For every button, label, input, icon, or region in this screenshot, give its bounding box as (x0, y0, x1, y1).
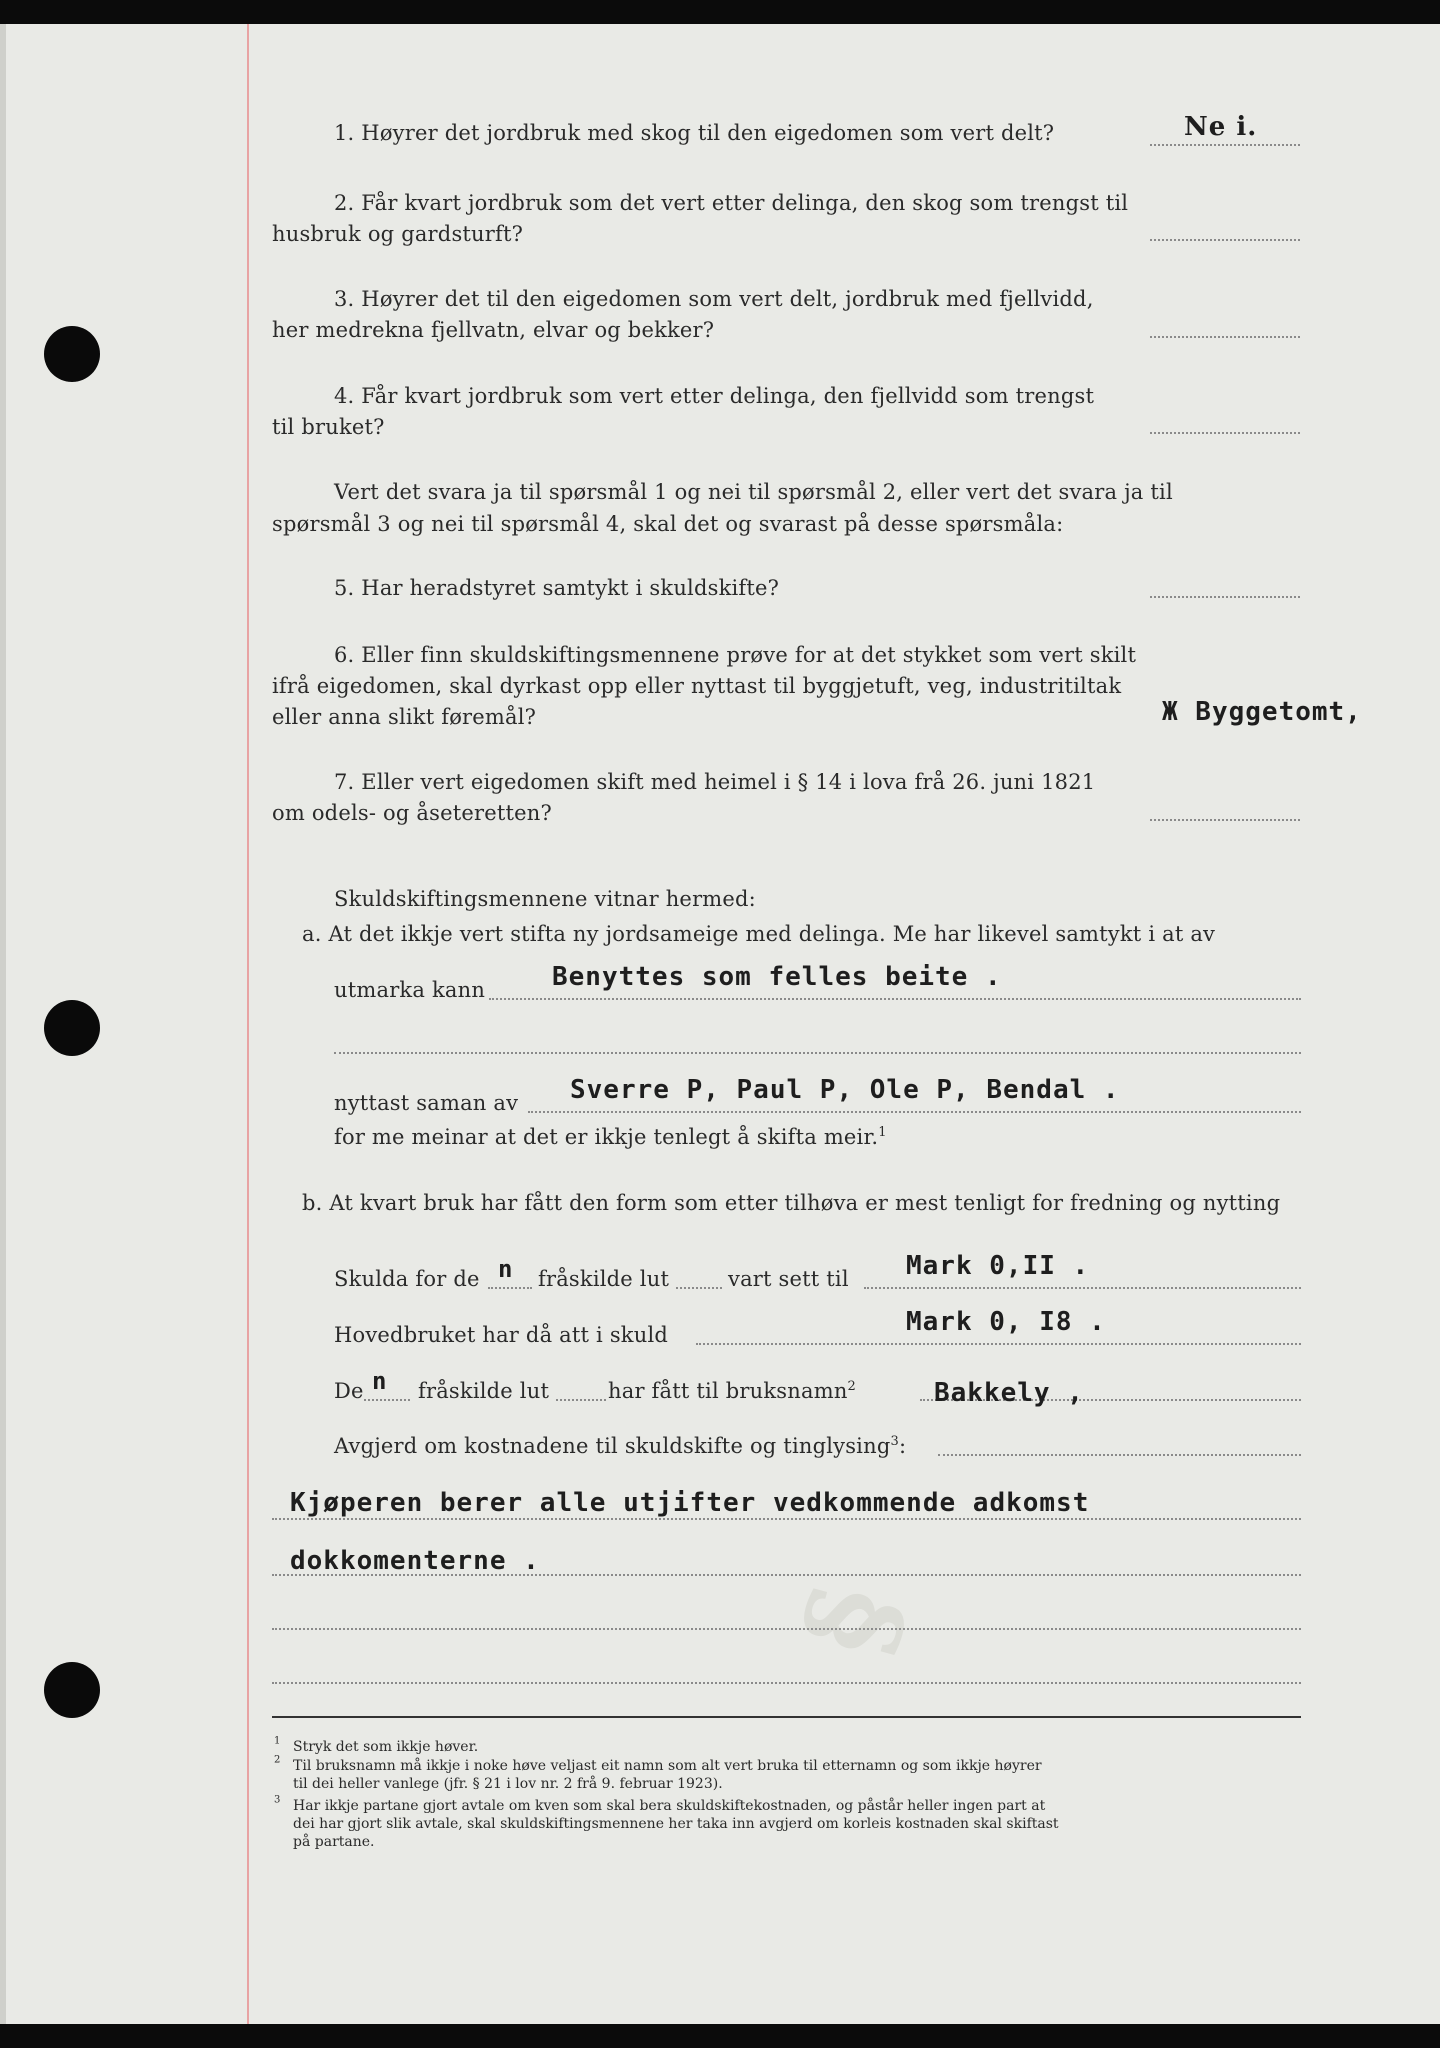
hoved-line (696, 1343, 1301, 1345)
footnote-2-mark: 2 (274, 1754, 281, 1766)
answer-line-2 (1150, 239, 1300, 241)
utmarka-label: utmarka kann (334, 978, 486, 1002)
den-answer: Bakkely , (934, 1378, 1084, 1408)
footnote-ref-2: 2 (847, 1379, 857, 1394)
avgjerd-line (938, 1454, 1301, 1456)
question-6-line-1: 6. Eller finn skuldskiftingsmennene prøve for at det stykket som vert skilt (334, 643, 1137, 667)
skulda-line (864, 1287, 1301, 1289)
shared-line (528, 1111, 1301, 1113)
den-name-label-text: har fått til bruksnamn (608, 1379, 848, 1403)
question-4-line-1: 4. Får kvart jordbruk som vert etter delinga, den fjellvidd som trengst (334, 384, 1095, 408)
shared-label: nyttast saman av (334, 1091, 519, 1115)
bleed-through-mark: § (775, 1571, 928, 1670)
question-3-line-1: 3. Høyrer det til den eigedomen som vert delt, jordbruk med fjellvidd, (334, 287, 1094, 311)
question-6-line-3: eller anna slikt føremål? (272, 705, 537, 729)
footnote-1-num (274, 1737, 280, 1754)
avgjerd-answer-line-1: Kjøperen berer alle utjifter vedkommende adkomst (290, 1488, 1090, 1518)
conditional-note-line-2: spørsmål 3 og nei til spørsmål 4, skal det og svarast på desse spørsmåla: (272, 512, 1064, 536)
skulda-mid: fråskilde lut (538, 1267, 670, 1291)
footnote-3-mark: 3 (274, 1794, 281, 1806)
footnote-ref-3: 3 (890, 1434, 899, 1449)
punch-hole-middle (44, 1000, 100, 1056)
skulda-mid-line (676, 1287, 722, 1289)
footnote-1: Stryk det som ikkje høver. (293, 1739, 479, 1755)
witness-intro: Skuldskiftingsmennene vitnar hermed: (334, 887, 756, 911)
answer-line-7 (1150, 819, 1300, 821)
footnote-3-line-3: på partane. (293, 1834, 375, 1850)
footnote-3-line-2: dei har gjort slik avtale, skal skuldskiftingsmennene her taka inn avgjerd om korleis kostnaden skal skiftast (293, 1816, 1059, 1832)
footnote-2-line-1: Til bruksnamn må ikkje i noke høve veljast eit namn som alt vert bruka til etternamn og som ikkje høyrer (293, 1758, 1042, 1774)
question-2-line-2: husbruk og gardsturft? (272, 222, 524, 246)
question-5: 5. Har heradstyret samtykt i skuldskifte? (334, 576, 780, 600)
answer-line-1 (1150, 144, 1300, 146)
question-7-line-2: om odels- og åseteretten? (272, 801, 552, 825)
utmarka-blank-line (334, 1052, 1301, 1054)
skulda-fill: n (498, 1255, 514, 1283)
avgjerd-label-text: Avgjerd om kostnadene til skuldskifte og tinglysing (334, 1434, 891, 1458)
footnote-separator (272, 1716, 1301, 1718)
footnote-1-mark: 1 (274, 1735, 281, 1747)
question-3-line-2: her medrekna fjellvatn, elvar og bekker? (272, 318, 715, 342)
question-2-line-1: 2. Får kvart jordbruk som det vert etter delinga, den skog som trengst til (334, 191, 1129, 215)
shared-tail-text: for me meinar at det er ikkje tenlegt å skifta meir. (334, 1125, 879, 1149)
avgjerd-answer-rule-3 (272, 1628, 1301, 1630)
footnote-3-line-1: Har ikkje partane gjort avtale om kven som skal bera skuldskiftekostnaden, og påstår heller ingen part at (293, 1798, 1046, 1814)
scan-top-border (0, 0, 1440, 24)
den-mid: fråskilde lut (418, 1379, 550, 1403)
utmarka-line (489, 998, 1301, 1000)
footnote-2-line-2: til dei heller vanlege (jfr. § 21 i lov nr. 2 frå 9. februar 1923). (293, 1776, 723, 1792)
avgjerd-answer-rule-1 (272, 1518, 1301, 1520)
avgjerd-colon: : (898, 1434, 907, 1458)
conditional-note-line-1: Vert det svara ja til spørsmål 1 og nei til spørsmål 2, eller vert det svara ja til (334, 480, 1173, 504)
answer-line-3 (1150, 336, 1300, 338)
den-fill: n (372, 1367, 388, 1395)
answer-1: Ne i. (1184, 112, 1258, 142)
avgjerd-answer-rule-2 (272, 1574, 1301, 1576)
question-1: 1. Høyrer det jordbruk med skog til den eigedomen som vert delt? (334, 121, 1055, 145)
page-left-edge (0, 24, 6, 2024)
avgjerd-answer-line-2: dokkomenterne . (290, 1546, 540, 1576)
witness-b-line-1: b. At kvart bruk har fått den form som etter tilhøva er mest tenligt for fredning og nytting (302, 1191, 1281, 1215)
punch-hole-top (44, 326, 100, 382)
den-mid-line (556, 1399, 606, 1401)
shared-answer: Sverre P, Paul P, Ole P, Bendal . (570, 1075, 1120, 1105)
den-fill-line (364, 1399, 410, 1401)
hoved-label: Hovedbruket har då att i skuld (334, 1323, 669, 1347)
shared-tail (334, 1122, 887, 1153)
scan-bottom-border (0, 2024, 1440, 2048)
avgjerd-label (334, 1431, 906, 1462)
footnote-ref-1: 1 (878, 1125, 887, 1140)
skulda-pre: Skulda for de (334, 1267, 480, 1291)
skulda-set: vart sett til (728, 1267, 849, 1291)
hoved-answer: Mark 0, I8 . (906, 1307, 1106, 1337)
punch-hole-bottom (44, 1662, 100, 1718)
avgjerd-answer-rule-4 (272, 1682, 1301, 1684)
utmarka-answer: Benyttes som felles beite . (552, 962, 1002, 992)
red-margin-line (247, 24, 249, 2024)
skulda-answer: Mark 0,II . (906, 1251, 1090, 1281)
question-7-line-1: 7. Eller vert eigedomen skift med heimel i § 14 i lova frå 26. juni 1821 (334, 770, 1096, 794)
footnote-3-num (274, 1796, 280, 1813)
witness-a-line-1: a. At det ikkje vert stifta ny jordsameige med delinga. Me har likevel samtykt i at av (302, 922, 1216, 946)
question-6-line-2: ifrå eigedomen, skal dyrkast opp eller nyttast til byggjetuft, veg, industritiltak (272, 674, 1122, 698)
answer-line-5 (1150, 596, 1300, 598)
skulda-fill-line (488, 1287, 532, 1289)
answer-6: Ж Byggetomt, (1162, 697, 1362, 727)
den-name-label (608, 1376, 856, 1407)
question-4-line-2: til bruket? (272, 415, 385, 439)
den-pre: De (334, 1379, 364, 1403)
answer-line-4 (1150, 432, 1300, 434)
footnote-2-num (274, 1756, 280, 1773)
